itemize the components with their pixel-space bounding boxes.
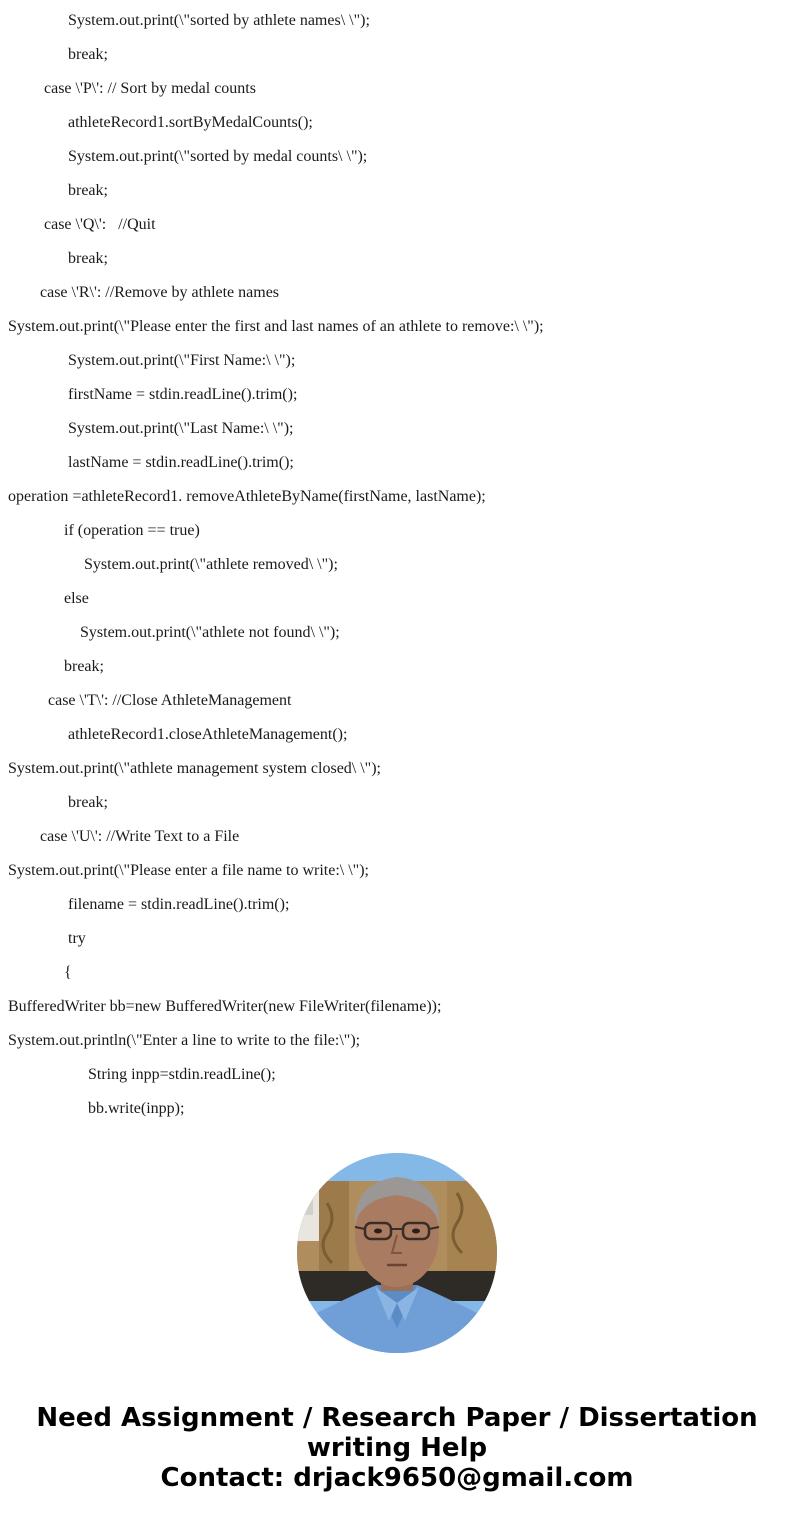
code-line: System.out.print(\"athlete not found\ \"); [80,624,340,641]
author-avatar [297,1153,497,1353]
code-line: break; [68,46,108,63]
code-line: System.out.print(\"First Name:\ \"); [68,352,296,369]
contact-email-line: Contact: drjack9650@gmail.com [160,1463,634,1493]
code-line: break; [68,794,108,811]
code-line: System.out.print(\"sorted by athlete names\ \"); [68,12,370,29]
code-line: filename = stdin.readLine().trim(); [68,896,290,913]
code-line: else [64,590,89,607]
code-line: String inpp=stdin.readLine(); [88,1066,276,1083]
code-line: case \'T\': //Close AthleteManagement [48,692,292,709]
code-line: System.out.println(\"Enter a line to write to the file:\"); [8,1032,361,1049]
code-line: bb.write(inpp); [88,1100,185,1117]
code-line: System.out.print(\"Please enter a file name to write:\ \"); [8,862,369,879]
code-line: lastName = stdin.readLine().trim(); [68,454,294,471]
code-line: System.out.print(\"athlete removed\ \"); [84,556,338,573]
person-photo-icon [297,1153,497,1353]
code-line: firstName = stdin.readLine().trim(); [68,386,298,403]
code-line: System.out.print(\"Last Name:\ \"); [68,420,294,437]
code-line: operation =athleteRecord1. removeAthleteByName(firstName, lastName); [8,488,486,505]
code-line: athleteRecord1.closeAthleteManagement(); [68,726,348,743]
code-line: athleteRecord1.sortByMedalCounts(); [68,114,313,131]
code-line: break; [64,658,104,675]
code-line: case \'R\': //Remove by athlete names [40,284,280,301]
code-line: break; [68,182,108,199]
code-line: if (operation == true) [64,522,200,539]
code-line: System.out.print(\"sorted by medal counts\ \"); [68,148,368,165]
code-line: try [68,930,86,947]
code-line: System.out.print(\"Please enter the first and last names of an athlete to remove:\ \"); [8,318,544,335]
code-line: case \'U\': //Write Text to a File [40,828,240,845]
banner-line-1: Need Assignment / Research Paper / Dissertation [36,1403,758,1433]
code-line: System.out.print(\"athlete management system closed\ \"); [8,760,381,777]
code-line: case \'Q\': //Quit [44,216,156,233]
contact-banner [0,1403,794,1493]
code-line: BufferedWriter bb=new BufferedWriter(new FileWriter(filename)); [8,998,442,1015]
code-line: case \'P\': // Sort by medal counts [44,80,256,97]
code-line: break; [68,250,108,267]
code-line: { [64,964,72,981]
banner-line-2: writing Help [306,1433,488,1463]
